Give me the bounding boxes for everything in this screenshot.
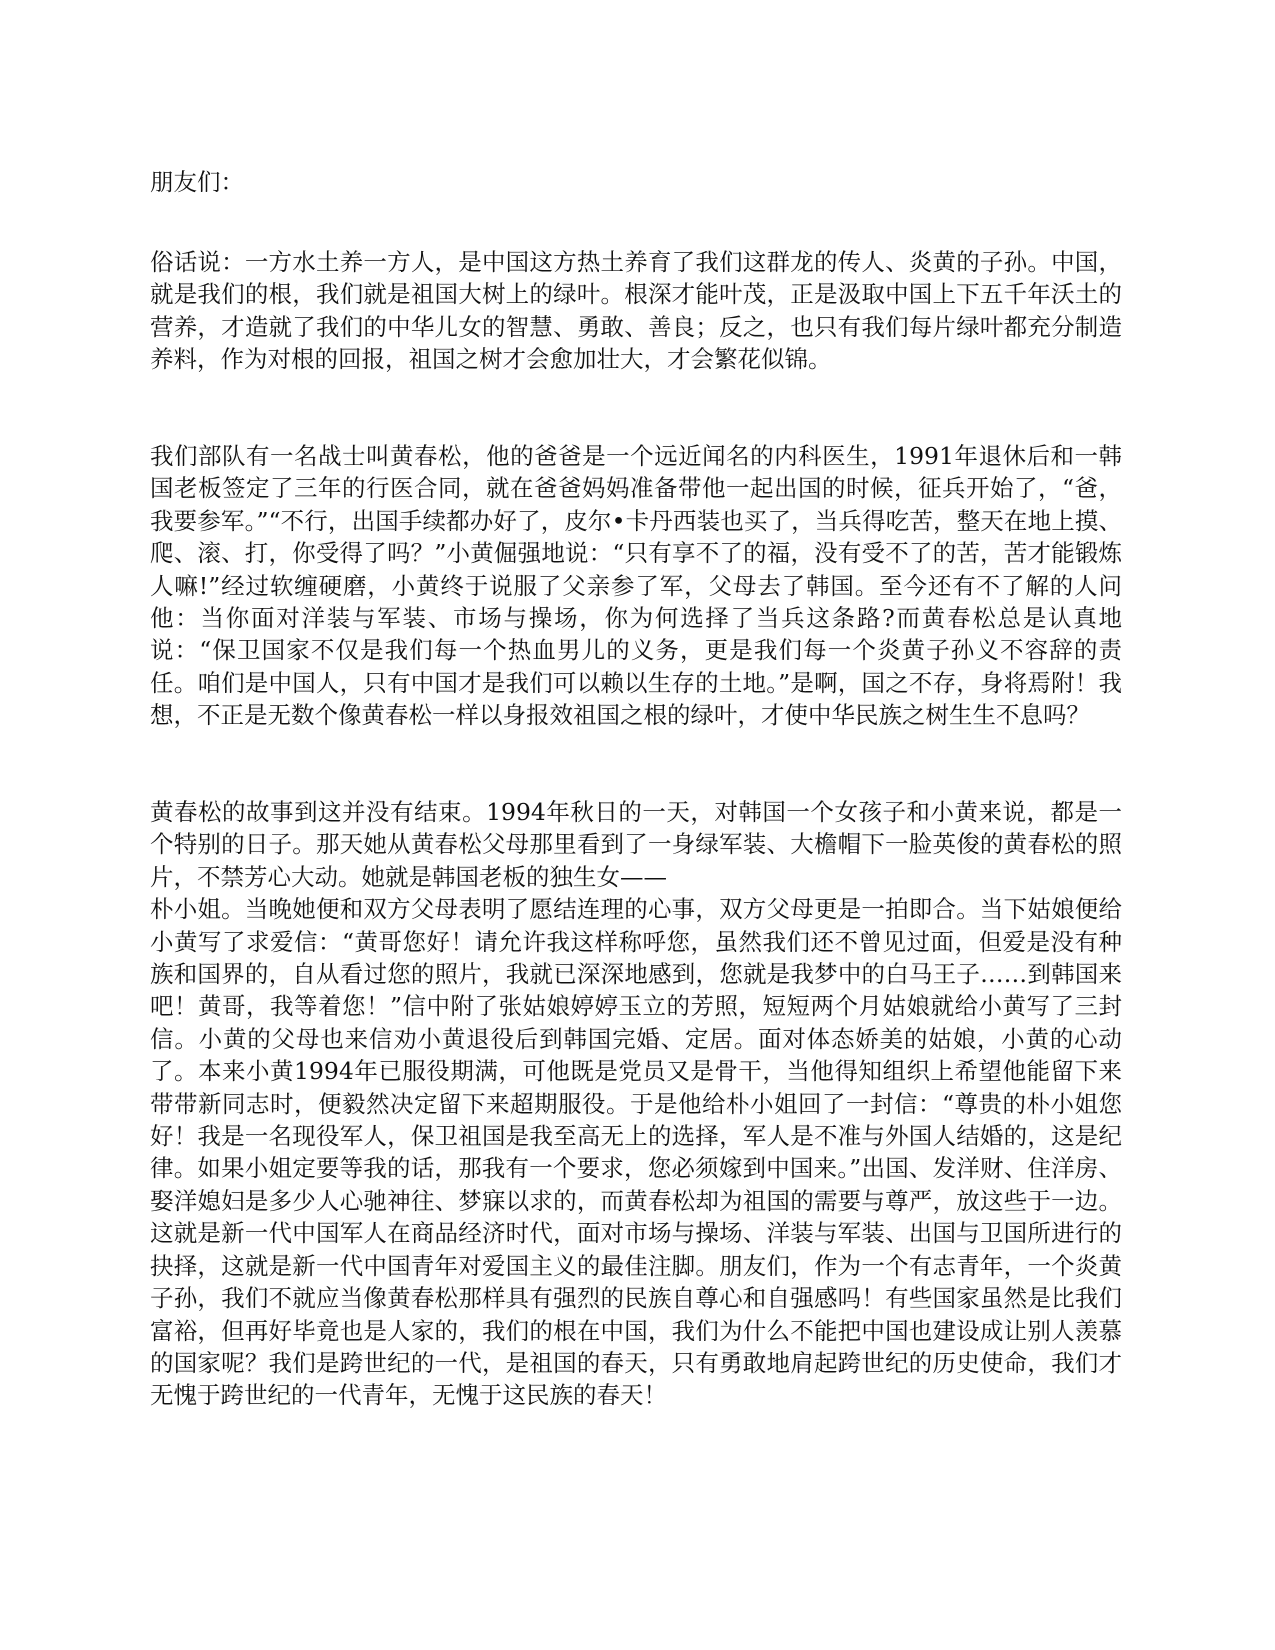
greeting-line: 朋友们： — [150, 168, 244, 196]
paragraph-soldier-story: 我们部队有一名战士叫黄春松，他的爸爸是一个远近闻名的内科医生，1991年退休后和一韩国老板签定了三年的行医合同，就在爸爸妈妈准备带他一起出国的时候，征兵开始了，“爸，我要参军。”“不行，出国手续都办好了，皮尔•卡丹西装也买了，当兵得吃苦，整天在地上摸、爬、滚、打，你受得了吗？”小黄倔强地说：“只有享不了的福，没有受不了的苦，苦才能锻炼人嘛!”经过软缠硬磨，小黄终于说服了父亲参了军，父母去了韩国。至今还有不了解的人问他：当你面对洋装与军装、市场与操场，你为何选择了当兵这条路?而黄春松总是认真地说：“保卫国家不仅是我们每一个热血男儿的义务，更是我们每一个炎黄子孙义不容辞的责任。咱们是中国人，只有中国才是我们可以赖以生存的土地。”是啊，国之不存，身将焉附！我想，不正是无数个像黄春松一样以身报效祖国之根的绿叶，才使中华民族之树生生不息吗？ — [150, 442, 1122, 730]
paragraph-roots: 俗话说：一方水土养一方人，是中国这方热土养育了我们这群龙的传人、炎黄的子孙。中国，就是我们的根，我们就是祖国大树上的绿叶。根深才能叶茂，正是汲取中国上下五千年沃土的营养，才造就了我们的中华儿女的智慧、勇敢、善良；反之，也只有我们每片绿叶都充分制造养料，作为对根的回报，祖国之树才会愈加壮大，才会繁花似锦。 — [150, 248, 1122, 374]
paragraph-story-continued: 黄春松的故事到这并没有结束。1994年秋日的一天，对韩国一个女孩子和小黄来说，都是一个特别的日子。那天她从黄春松父母那里看到了一身绿军装、大檐帽下一脸英俊的黄春松的照片，不禁芳心大动。她就是韩国老板的独生女—— 朴小姐。当晚她便和双方父母表明了愿结连理的心事，双方父母更是一拍即合。当下姑娘便给小黄写了求爱信：“黄哥您好！请允许我这样称呼您，虽然我们还不曾见过面，但爱是没有种族和国界的，自从看过您的照片，我就已深深地感到，您就是我梦中的白马王子……到韩国来吧！黄哥，我等着您！”信中附了张姑娘婷婷玉立的芳照，短短两个月姑娘就给小黄写了三封信。小黄的父母也来信劝小黄退役后到韩国完婚、定居。面对体态娇美的姑娘，小黄的心动了。本来小黄1994年已服役期满，可他既是党员又是骨干，当他得知组织上希望他能留下来带带新同志时，便毅然决定留下来超期服役。于是他给朴小姐回了一封信：“尊贵的朴小姐您好！我是一名现役军人，保卫祖国是我至高无上的选择，军人是不准与外国人结婚的，这是纪律。如果小姐定要等我的话，那我有一个要求，您必须嫁到中国来。”出国、发洋财、住洋房、娶洋媳妇是多少人心驰神往、梦寐以求的，而黄春松却为祖国的需要与尊严，放这些于一边。这就是新一代中国军人在商品经济时代，面对市场与操场、洋装与军装、出国与卫国所进行的抉择，这就是新一代中国青年对爱国主义的最佳注脚。朋友们，作为一个有志青年，一个炎黄子孙，我们不就应当像黄春松那样具有强烈的民族自尊心和自强感吗！有些国家虽然是比我们富裕，但再好毕竟也是人家的，我们的根在中国，我们为什么不能把中国也建设成让别人羡慕的国家呢？我们是跨世纪的一代，是祖国的春天，只有勇敢地肩起跨世纪的历史使命，我们才无愧于跨世纪的一代青年，无愧于这民族的春天！ — [150, 798, 1122, 1410]
